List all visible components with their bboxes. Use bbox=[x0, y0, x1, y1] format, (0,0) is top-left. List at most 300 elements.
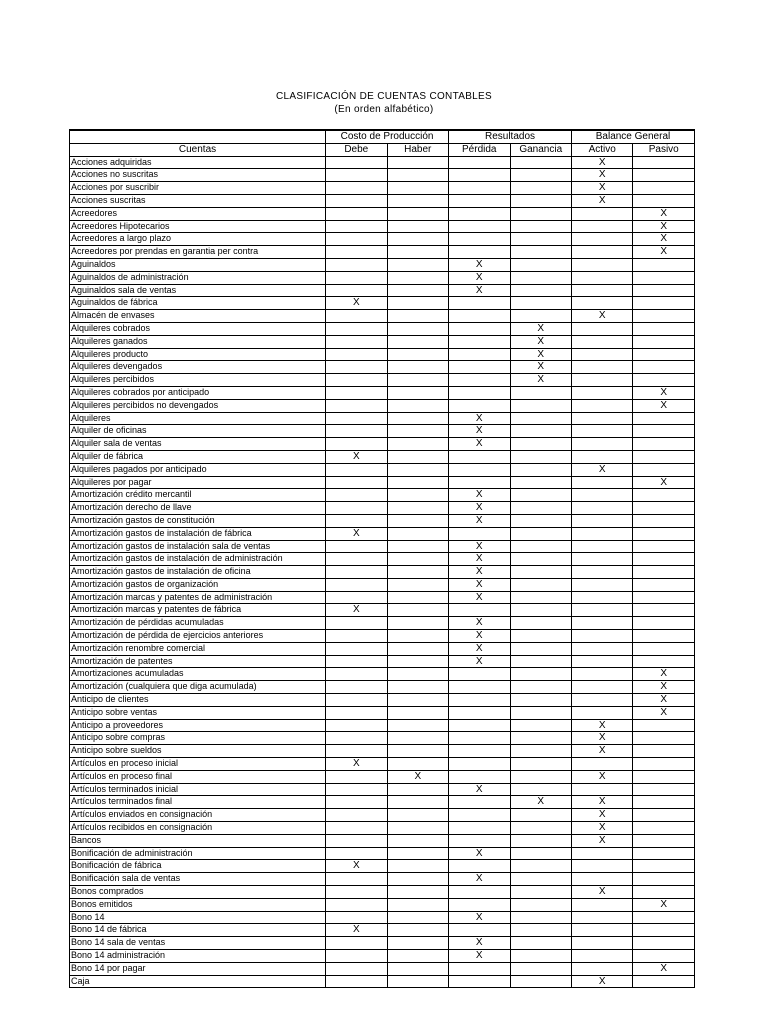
account-name: Bancos bbox=[70, 834, 326, 847]
cell-activo bbox=[571, 386, 632, 399]
cell-ganancia bbox=[510, 207, 571, 220]
cell-activo bbox=[571, 322, 632, 335]
cell-prdida bbox=[449, 860, 510, 873]
cell-debe bbox=[326, 258, 387, 271]
cell-pasivo bbox=[633, 566, 695, 579]
table-row bbox=[70, 745, 695, 758]
cell-haber bbox=[387, 514, 448, 527]
account-name: Anticipo sobre compras bbox=[70, 732, 326, 745]
cell-pasivo bbox=[633, 258, 695, 271]
cell-debe: X bbox=[326, 758, 387, 771]
cell-prdida: X bbox=[449, 937, 510, 950]
cell-pasivo bbox=[633, 732, 695, 745]
cell-activo: X bbox=[571, 169, 632, 182]
cell-ganancia bbox=[510, 246, 571, 259]
cell-pasivo bbox=[633, 617, 695, 630]
cell-haber bbox=[387, 476, 448, 489]
cell-prdida bbox=[449, 745, 510, 758]
cell-debe bbox=[326, 655, 387, 668]
cell-ganancia bbox=[510, 233, 571, 246]
cell-activo: X bbox=[571, 194, 632, 207]
cell-haber bbox=[387, 873, 448, 886]
cell-debe bbox=[326, 540, 387, 553]
account-name: Alquileres bbox=[70, 412, 326, 425]
cell-haber bbox=[387, 412, 448, 425]
account-name: Amortización de pérdidas acumuladas bbox=[70, 617, 326, 630]
table-row bbox=[70, 361, 695, 374]
cell-pasivo bbox=[633, 937, 695, 950]
cell-debe bbox=[326, 591, 387, 604]
account-name: Bono 14 por pagar bbox=[70, 962, 326, 975]
cell-prdida: X bbox=[449, 271, 510, 284]
table-body bbox=[70, 156, 695, 988]
header-pasivo: Pasivo bbox=[633, 143, 695, 156]
cell-debe: X bbox=[326, 527, 387, 540]
table-row bbox=[70, 514, 695, 527]
cell-ganancia bbox=[510, 924, 571, 937]
table-row bbox=[70, 578, 695, 591]
cell-haber bbox=[387, 246, 448, 259]
cell-haber bbox=[387, 860, 448, 873]
cell-prdida: X bbox=[449, 873, 510, 886]
cell-haber bbox=[387, 886, 448, 899]
cell-ganancia bbox=[510, 489, 571, 502]
cell-ganancia bbox=[510, 310, 571, 323]
header-blank bbox=[70, 130, 326, 143]
cell-prdida: X bbox=[449, 540, 510, 553]
cell-debe: X bbox=[326, 297, 387, 310]
cell-ganancia bbox=[510, 220, 571, 233]
table-row bbox=[70, 182, 695, 195]
cell-activo: X bbox=[571, 732, 632, 745]
account-name: Aguinaldos de administración bbox=[70, 271, 326, 284]
cell-activo: X bbox=[571, 770, 632, 783]
cell-prdida bbox=[449, 156, 510, 169]
header-haber: Haber bbox=[387, 143, 448, 156]
table-row bbox=[70, 694, 695, 707]
cell-ganancia bbox=[510, 950, 571, 963]
cell-debe bbox=[326, 783, 387, 796]
cell-prdida bbox=[449, 694, 510, 707]
cell-ganancia bbox=[510, 783, 571, 796]
table-row bbox=[70, 604, 695, 617]
cell-haber bbox=[387, 924, 448, 937]
account-name: Artículos recibidos en consignación bbox=[70, 822, 326, 835]
cell-activo bbox=[571, 783, 632, 796]
cell-activo bbox=[571, 553, 632, 566]
cell-prdida: X bbox=[449, 438, 510, 451]
cell-haber bbox=[387, 540, 448, 553]
account-name: Amortización (cualquiera que diga acumulada) bbox=[70, 681, 326, 694]
cell-haber bbox=[387, 438, 448, 451]
cell-pasivo bbox=[633, 604, 695, 617]
cell-prdida bbox=[449, 220, 510, 233]
cell-pasivo bbox=[633, 822, 695, 835]
cell-pasivo bbox=[633, 374, 695, 387]
table-row bbox=[70, 732, 695, 745]
cell-debe bbox=[326, 463, 387, 476]
cell-activo bbox=[571, 527, 632, 540]
cell-ganancia bbox=[510, 412, 571, 425]
cell-activo bbox=[571, 604, 632, 617]
cell-haber bbox=[387, 706, 448, 719]
cell-debe bbox=[326, 642, 387, 655]
header-ganancia: Ganancia bbox=[510, 143, 571, 156]
cell-pasivo bbox=[633, 796, 695, 809]
table-row bbox=[70, 335, 695, 348]
table-row bbox=[70, 322, 695, 335]
cell-prdida: X bbox=[449, 630, 510, 643]
cell-haber bbox=[387, 950, 448, 963]
table-row bbox=[70, 617, 695, 630]
table-row bbox=[70, 783, 695, 796]
cell-ganancia bbox=[510, 719, 571, 732]
cell-activo bbox=[571, 297, 632, 310]
table-row bbox=[70, 706, 695, 719]
cell-prdida bbox=[449, 822, 510, 835]
cell-pasivo bbox=[633, 834, 695, 847]
cell-haber bbox=[387, 220, 448, 233]
cell-pasivo bbox=[633, 310, 695, 323]
cell-debe bbox=[326, 847, 387, 860]
cell-pasivo bbox=[633, 361, 695, 374]
table-row bbox=[70, 476, 695, 489]
cell-pasivo: X bbox=[633, 246, 695, 259]
cell-ganancia bbox=[510, 732, 571, 745]
cell-activo bbox=[571, 898, 632, 911]
cell-ganancia bbox=[510, 527, 571, 540]
table-row bbox=[70, 962, 695, 975]
table-row bbox=[70, 873, 695, 886]
cell-activo bbox=[571, 361, 632, 374]
cell-ganancia bbox=[510, 694, 571, 707]
account-name: Bonos comprados bbox=[70, 886, 326, 899]
cell-haber bbox=[387, 386, 448, 399]
cell-debe bbox=[326, 386, 387, 399]
account-name: Amortización de patentes bbox=[70, 655, 326, 668]
cell-debe bbox=[326, 182, 387, 195]
cell-activo bbox=[571, 502, 632, 515]
cell-activo bbox=[571, 860, 632, 873]
cell-ganancia bbox=[510, 847, 571, 860]
cell-ganancia bbox=[510, 604, 571, 617]
table-row bbox=[70, 463, 695, 476]
cell-activo bbox=[571, 284, 632, 297]
table-row bbox=[70, 630, 695, 643]
table-row bbox=[70, 297, 695, 310]
table-row bbox=[70, 681, 695, 694]
table-row bbox=[70, 834, 695, 847]
cell-haber bbox=[387, 233, 448, 246]
cell-debe bbox=[326, 578, 387, 591]
cell-debe bbox=[326, 335, 387, 348]
table-row bbox=[70, 566, 695, 579]
cell-ganancia: X bbox=[510, 348, 571, 361]
account-name: Acciones no suscritas bbox=[70, 169, 326, 182]
cell-haber bbox=[387, 591, 448, 604]
account-name: Amortización gastos de instalación de administración bbox=[70, 553, 326, 566]
account-name: Artículos en proceso inicial bbox=[70, 758, 326, 771]
cell-prdida bbox=[449, 924, 510, 937]
cell-haber bbox=[387, 322, 448, 335]
cell-prdida bbox=[449, 770, 510, 783]
cell-debe bbox=[326, 706, 387, 719]
cell-debe: X bbox=[326, 924, 387, 937]
cell-activo bbox=[571, 335, 632, 348]
document-subtitle: (En orden alfabético) bbox=[334, 104, 434, 115]
cell-ganancia: X bbox=[510, 796, 571, 809]
cell-debe bbox=[326, 271, 387, 284]
cell-haber bbox=[387, 527, 448, 540]
cell-debe bbox=[326, 681, 387, 694]
cell-pasivo: X bbox=[633, 898, 695, 911]
cell-haber bbox=[387, 694, 448, 707]
table-row bbox=[70, 924, 695, 937]
cell-haber bbox=[387, 374, 448, 387]
cell-prdida bbox=[449, 758, 510, 771]
account-name: Alquiler sala de ventas bbox=[70, 438, 326, 451]
cell-debe bbox=[326, 553, 387, 566]
cell-pasivo: X bbox=[633, 706, 695, 719]
header-group-costo: Costo de Producción bbox=[326, 130, 449, 143]
cell-debe bbox=[326, 438, 387, 451]
cell-ganancia bbox=[510, 745, 571, 758]
cell-debe bbox=[326, 719, 387, 732]
cell-ganancia bbox=[510, 642, 571, 655]
document-title: CLASIFICACIÓN DE CUENTAS CONTABLES bbox=[276, 91, 492, 102]
cell-haber bbox=[387, 911, 448, 924]
cell-prdida bbox=[449, 194, 510, 207]
cell-debe bbox=[326, 374, 387, 387]
cell-pasivo bbox=[633, 514, 695, 527]
cell-prdida bbox=[449, 476, 510, 489]
cell-debe bbox=[326, 694, 387, 707]
cell-activo bbox=[571, 873, 632, 886]
cell-pasivo bbox=[633, 322, 695, 335]
cell-debe bbox=[326, 169, 387, 182]
cell-prdida bbox=[449, 463, 510, 476]
account-name: Anticipo a proveedores bbox=[70, 719, 326, 732]
cell-debe bbox=[326, 898, 387, 911]
cell-pasivo bbox=[633, 873, 695, 886]
cell-debe bbox=[326, 284, 387, 297]
cell-debe bbox=[326, 220, 387, 233]
cell-pasivo bbox=[633, 438, 695, 451]
cell-haber bbox=[387, 489, 448, 502]
cell-debe: X bbox=[326, 860, 387, 873]
cell-haber bbox=[387, 425, 448, 438]
cell-prdida bbox=[449, 668, 510, 681]
cell-pasivo bbox=[633, 578, 695, 591]
cell-pasivo: X bbox=[633, 220, 695, 233]
header-debe: Debe bbox=[326, 143, 387, 156]
cell-activo bbox=[571, 207, 632, 220]
cell-haber bbox=[387, 668, 448, 681]
cell-haber bbox=[387, 348, 448, 361]
cell-pasivo bbox=[633, 745, 695, 758]
cell-pasivo bbox=[633, 425, 695, 438]
cell-prdida bbox=[449, 898, 510, 911]
cell-prdida: X bbox=[449, 489, 510, 502]
account-name: Bonificación de fábrica bbox=[70, 860, 326, 873]
cell-pasivo: X bbox=[633, 399, 695, 412]
cell-pasivo bbox=[633, 463, 695, 476]
cell-debe bbox=[326, 745, 387, 758]
cell-pasivo bbox=[633, 297, 695, 310]
header-group-balance: Balance General bbox=[571, 130, 694, 143]
table-row bbox=[70, 796, 695, 809]
cell-haber bbox=[387, 719, 448, 732]
account-name: Aguinaldos sala de ventas bbox=[70, 284, 326, 297]
cell-activo bbox=[571, 374, 632, 387]
cell-activo bbox=[571, 578, 632, 591]
cell-prdida: X bbox=[449, 617, 510, 630]
cell-prdida bbox=[449, 297, 510, 310]
cell-prdida: X bbox=[449, 783, 510, 796]
cell-prdida bbox=[449, 310, 510, 323]
table-row bbox=[70, 502, 695, 515]
table-row bbox=[70, 822, 695, 835]
cell-prdida: X bbox=[449, 578, 510, 591]
account-name: Anticipo sobre ventas bbox=[70, 706, 326, 719]
cell-prdida: X bbox=[449, 642, 510, 655]
cell-activo bbox=[571, 962, 632, 975]
cell-prdida bbox=[449, 207, 510, 220]
table-row bbox=[70, 374, 695, 387]
cell-ganancia bbox=[510, 271, 571, 284]
cell-ganancia bbox=[510, 860, 571, 873]
cell-debe bbox=[326, 310, 387, 323]
cell-ganancia bbox=[510, 476, 571, 489]
table-row bbox=[70, 438, 695, 451]
cell-ganancia bbox=[510, 463, 571, 476]
cell-ganancia bbox=[510, 770, 571, 783]
cell-ganancia bbox=[510, 898, 571, 911]
cell-activo bbox=[571, 630, 632, 643]
account-name: Alquileres ganados bbox=[70, 335, 326, 348]
cell-pasivo bbox=[633, 809, 695, 822]
cell-debe bbox=[326, 476, 387, 489]
cell-haber bbox=[387, 630, 448, 643]
cell-prdida: X bbox=[449, 412, 510, 425]
cell-pasivo bbox=[633, 655, 695, 668]
cell-haber bbox=[387, 450, 448, 463]
account-name: Acciones adquiridas bbox=[70, 156, 326, 169]
account-name: Aguinaldos bbox=[70, 258, 326, 271]
cell-pasivo bbox=[633, 194, 695, 207]
cell-pasivo bbox=[633, 527, 695, 540]
cell-activo: X bbox=[571, 719, 632, 732]
account-name: Artículos en proceso final bbox=[70, 770, 326, 783]
cell-ganancia bbox=[510, 194, 571, 207]
cell-debe bbox=[326, 950, 387, 963]
cell-ganancia bbox=[510, 399, 571, 412]
cell-ganancia bbox=[510, 617, 571, 630]
cell-debe bbox=[326, 246, 387, 259]
cell-haber bbox=[387, 732, 448, 745]
cell-pasivo bbox=[633, 412, 695, 425]
cell-pasivo bbox=[633, 450, 695, 463]
cell-haber bbox=[387, 898, 448, 911]
account-name: Alquileres percibidos bbox=[70, 374, 326, 387]
table-row bbox=[70, 655, 695, 668]
cell-pasivo: X bbox=[633, 962, 695, 975]
cell-activo bbox=[571, 655, 632, 668]
cell-ganancia bbox=[510, 668, 571, 681]
cell-activo bbox=[571, 489, 632, 502]
table-row bbox=[70, 642, 695, 655]
table-row bbox=[70, 194, 695, 207]
cell-prdida bbox=[449, 886, 510, 899]
account-name: Amortización gastos de instalación sala de ventas bbox=[70, 540, 326, 553]
cell-activo: X bbox=[571, 975, 632, 988]
cell-ganancia bbox=[510, 630, 571, 643]
cell-ganancia bbox=[510, 182, 571, 195]
cell-ganancia bbox=[510, 937, 571, 950]
cell-debe bbox=[326, 911, 387, 924]
cell-activo: X bbox=[571, 809, 632, 822]
cell-prdida bbox=[449, 246, 510, 259]
cell-pasivo bbox=[633, 783, 695, 796]
cell-ganancia bbox=[510, 681, 571, 694]
cell-haber bbox=[387, 796, 448, 809]
cell-ganancia bbox=[510, 386, 571, 399]
cell-ganancia bbox=[510, 425, 571, 438]
cell-debe bbox=[326, 194, 387, 207]
cell-activo bbox=[571, 758, 632, 771]
cell-haber bbox=[387, 604, 448, 617]
cell-prdida bbox=[449, 322, 510, 335]
table-row bbox=[70, 310, 695, 323]
cell-haber bbox=[387, 297, 448, 310]
table-row bbox=[70, 284, 695, 297]
table-row bbox=[70, 937, 695, 950]
cell-prdida bbox=[449, 809, 510, 822]
cell-prdida bbox=[449, 962, 510, 975]
cell-prdida: X bbox=[449, 553, 510, 566]
table-row bbox=[70, 169, 695, 182]
cell-haber bbox=[387, 169, 448, 182]
account-name: Bono 14 de fábrica bbox=[70, 924, 326, 937]
cell-haber bbox=[387, 284, 448, 297]
cell-pasivo: X bbox=[633, 386, 695, 399]
account-name: Alquileres producto bbox=[70, 348, 326, 361]
cell-ganancia bbox=[510, 553, 571, 566]
cell-activo bbox=[571, 271, 632, 284]
account-name: Amortización marcas y patentes de administración bbox=[70, 591, 326, 604]
cell-haber bbox=[387, 745, 448, 758]
cell-debe bbox=[326, 873, 387, 886]
account-name: Alquiler de oficinas bbox=[70, 425, 326, 438]
cell-pasivo bbox=[633, 182, 695, 195]
cell-pasivo bbox=[633, 950, 695, 963]
cell-haber bbox=[387, 642, 448, 655]
table-row bbox=[70, 386, 695, 399]
cell-debe bbox=[326, 668, 387, 681]
cell-haber bbox=[387, 847, 448, 860]
cell-debe bbox=[326, 975, 387, 988]
cell-prdida: X bbox=[449, 847, 510, 860]
table-row bbox=[70, 950, 695, 963]
table-row bbox=[70, 591, 695, 604]
account-name: Caja bbox=[70, 975, 326, 988]
cell-ganancia bbox=[510, 297, 571, 310]
account-name: Alquileres percibidos no devengados bbox=[70, 399, 326, 412]
cell-ganancia bbox=[510, 514, 571, 527]
cell-ganancia bbox=[510, 873, 571, 886]
cell-activo bbox=[571, 514, 632, 527]
cell-pasivo bbox=[633, 770, 695, 783]
